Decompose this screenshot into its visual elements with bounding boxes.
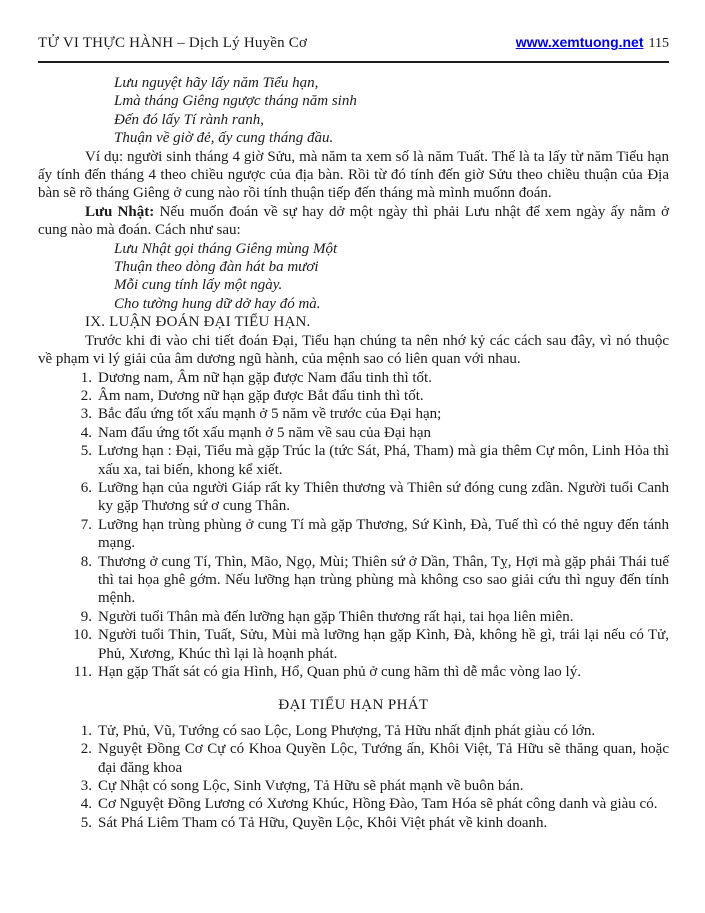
list-item-text: Lưỡng hạn trùng phùng ở cung Tí mà gặp Thương, Sứ Kình, Đà, Tuế thì có thẻ nguy đến tánh mạng. [98, 516, 669, 552]
list-item-text: Sát Phá Liêm Tham có Tả Hữu, Quyền Lộc, Khôi Việt phát về kinh doanh. [98, 814, 548, 831]
list-item-number: 5. [80, 814, 92, 831]
list-item-number: 9. [80, 608, 92, 625]
list-item [38, 387, 669, 405]
list-item-text: Cự Nhật có song Lộc, Sinh Vượng, Tả Hữu sẽ phát mạnh về buôn bán. [98, 778, 524, 795]
verse-block-2 [114, 240, 669, 314]
book-title: TỬ VI THỰC HÀNH – Dịch Lý Huyền Cơ [38, 35, 308, 51]
list-item-text: Hạn gặp Thất sát có gia Hình, Hổ, Quan phủ ở cung hãm thì dễ mắc vòng lao lý. [98, 664, 581, 680]
list-item [38, 516, 669, 553]
list-item [38, 442, 669, 479]
section-intro: Trước khi đi vào chi tiết đoán Đại, Tiểu hạn chúng ta nên nhớ kỷ các cách sau đây, vì nó thuộc về phạm vi lý giải của âm dương ngũ hành, của mệnh sao có liên quan với nhau. [38, 332, 669, 368]
verse-line: Mỗi cung tính lấy một ngày. [114, 277, 283, 294]
list-item-text: Thương ở cung Tí, Thìn, Mão, Ngọ, Mùi; Thiên sứ ở Dần, Thân, Tỵ, Hợi mà gặp phải Thái tuế thì tai họa ghê gớm. Nếu lưỡng hạn trùng phùng mà không cso sao giải cứu thì nguy đến tính mệnh. [98, 553, 669, 607]
verse-line: Thuận về giờ đẻ, ấy cung tháng đầu. [114, 130, 334, 147]
list-item [38, 479, 669, 516]
list-item-number: 4. [80, 424, 92, 441]
list-item-text: Người tuổi Thin, Tuất, Sửu, Mùi mà lưỡng hạn gặp Kình, Đà, không hề gì, trái lại nếu có Tử, Phủ, Xương, Khúc thì lại là hoạnh phát. [98, 627, 669, 662]
list-item-number: 1. [80, 369, 92, 386]
list-item-text: Âm nam, Dương nữ hạn gặp được Bắt đẩu tinh thì tốt. [98, 387, 424, 404]
verse-line: Thuận theo dòng đàn hát ba mươi [114, 259, 319, 276]
list-item-number: 10. [73, 627, 92, 644]
header-right [516, 34, 669, 52]
rules-list [38, 369, 669, 682]
list-item [38, 626, 669, 663]
site-link[interactable]: www.xemtuong.net [515, 34, 644, 50]
list-item [38, 405, 669, 423]
header-divider [38, 61, 669, 63]
list-item-number: 2. [80, 741, 92, 758]
list-item-number: 3. [80, 778, 92, 795]
list-item-text: Nam đẩu ứng tốt xấu mạnh ở 5 năm về sau của Đại hạn [98, 424, 432, 441]
list-item [38, 424, 669, 442]
verse-block-1 [114, 74, 669, 148]
list-item [38, 814, 669, 832]
verse-line: Đến đó lấy Tí rành ranh, [114, 111, 264, 128]
page-header [38, 34, 669, 52]
phat-list [38, 722, 669, 832]
list-item-text: Dương nam, Âm nữ hạn gặp được Nam đẩu tinh thì tốt. [98, 369, 432, 386]
section-heading-phat: ĐẠI TIỂU HẠN PHÁT [278, 697, 429, 714]
list-item-number: 2. [80, 387, 92, 404]
section-heading-ix: IX. LUẬN ĐOÁN ĐẠI TIỂU HẠN. [85, 314, 311, 331]
verse-line: Lmà tháng Giêng ngược tháng năm sinh [114, 93, 357, 110]
list-item-text: Tử, Phủ, Vũ, Tướng có sao Lộc, Long Phượng, Tả Hữu nhất định phát giàu có lớn. [98, 722, 596, 739]
luu-nhat-paragraph [38, 203, 669, 240]
list-item-text: Lưỡng hạn của người Giáp rất ky Thiên thương và Thiên sứ đóng cung zdần. Người tuổi Canh ky gặp Thương sứ ơ cung Thân. [98, 479, 669, 515]
list-item-text: Bắc đẩu ứng tốt xấu mạnh ở 5 năm về trước của Đại hạn; [98, 406, 442, 423]
list-item-number: 11. [73, 664, 92, 680]
list-item-text: Nguyệt Đồng Cơ Cự có Khoa Quyền Lộc, Tướng ấn, Khôi Việt, Tả Hữu sẽ thăng quan, hoặc đại đăng khoa [98, 741, 669, 776]
verse-line: Lưu Nhật gọi tháng Giêng mùng Một [114, 240, 338, 257]
list-item-number: 1. [80, 722, 92, 739]
list-item [38, 553, 669, 608]
verse-line: Lưu nguyệt hãy lấy năm Tiểu hạn, [114, 75, 319, 91]
page-number: 115 [648, 36, 669, 51]
luu-nhat-text: Nếu muốn đoán về sự hay dở một ngày thì phải Lưu nhật để xem ngày ấy nằm ở cung nào mà đoán. Cách như sau: [38, 203, 670, 239]
list-item [38, 777, 669, 795]
list-item-number: 4. [80, 796, 92, 813]
list-item-number: 8. [80, 553, 92, 570]
list-item-text: Cơ Nguyệt Đồng Lương có Xương Khúc, Hồng Đào, Tam Hóa sẽ phát công danh và giàu có. [98, 796, 658, 813]
example-paragraph: Ví dụ: người sinh tháng 4 giờ Sửu, mà năm ta xem số là năm Tuất. Thế là ta lấy từ năm Tiểu hạn ấy tính đến tháng 4 theo chiều ngược của địa bàn. Rồi từ đó tính đến giờ Sửu theo chiều thuận của Địa bàn sẽ rõ tháng Giêng ở cung nào rồi tính thuận tiếp đến tháng mà mình muốnn đoán. [38, 148, 669, 202]
list-item [38, 663, 669, 681]
list-item-text: Lương hạn : Đại, Tiểu mà gặp Trúc la (tức Sát, Phá, Tham) mà gia thêm Cự môn, Linh Hỏa thì xấu xa, tai biến, khong kể xiết. [98, 443, 669, 478]
list-item-text: Người tuổi Thân mà đến lưỡng hạn gặp Thiên thương rất hại, tai họa liên miên. [98, 608, 574, 625]
list-item [38, 369, 669, 387]
list-item [38, 722, 669, 740]
list-item-number: 5. [80, 443, 92, 460]
verse-line: Cho tường hung dữ dở hay đó mà. [114, 295, 321, 312]
list-item [38, 608, 669, 626]
list-item-number: 6. [80, 479, 92, 496]
list-item [38, 740, 669, 777]
luu-nhat-lead: Lưu Nhật: [85, 203, 155, 220]
list-item-number: 3. [80, 406, 92, 423]
list-item-number: 7. [80, 516, 92, 533]
list-item [38, 795, 669, 813]
